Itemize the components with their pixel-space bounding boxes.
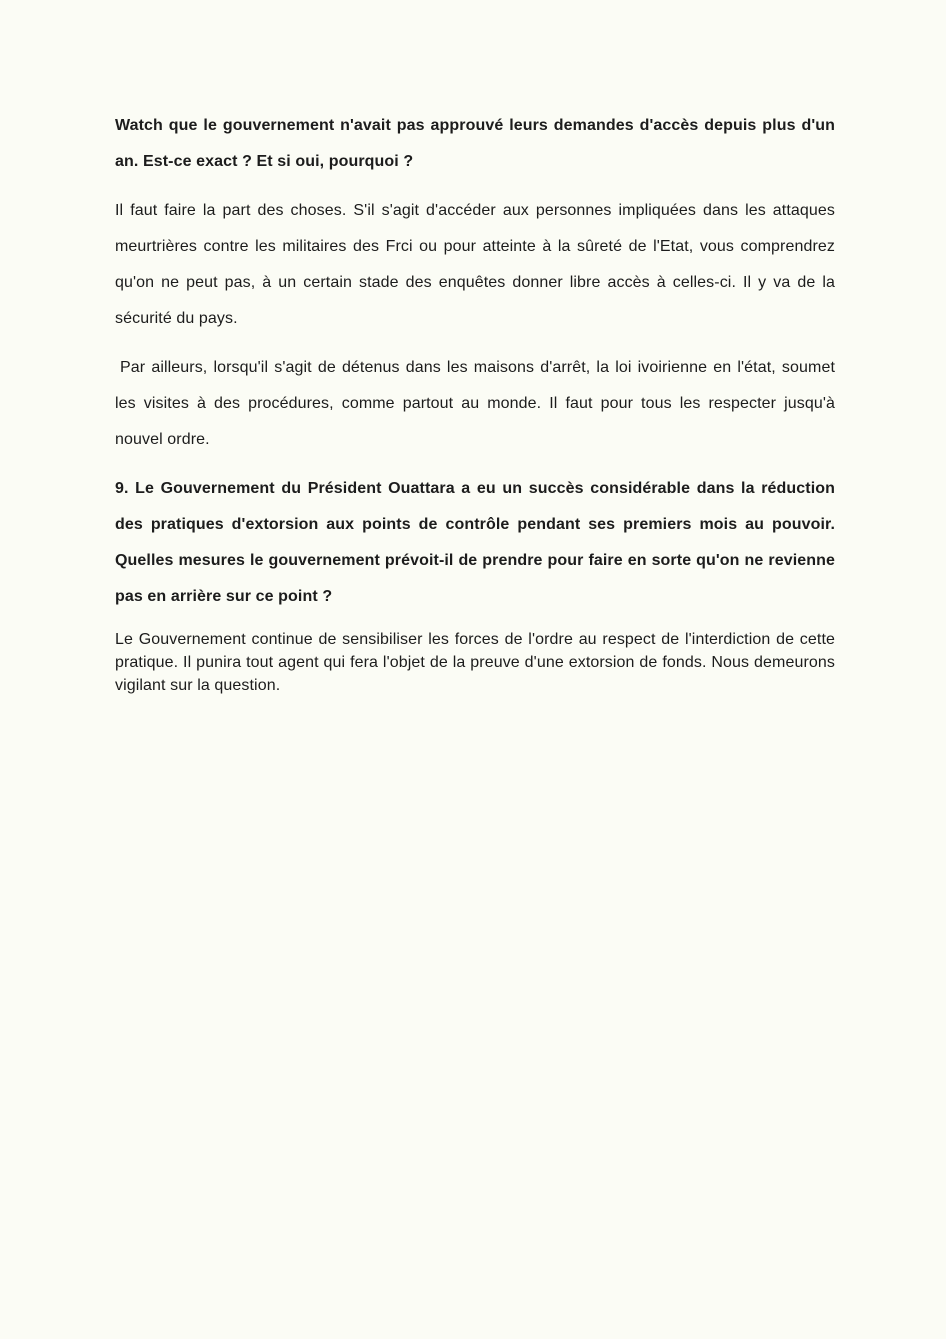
answer-paragraph-access-part-1: Il faut faire la part des choses. S'il s'agit d'accéder aux personnes impliquées dans les attaques meurtrières contre les militaires des Frci ou pour atteinte à la sûreté de l'Etat, vous comprendrez qu'on ne peut pas, à un certain stade des enquêtes donner libre accès à celles-ci. Il y va de la sécurité du pays. xyxy=(115,202,835,327)
question-paragraph-9: 9. Le Gouvernement du Président Ouattara a eu un succès considérable dans la réduction des pratiques d'extorsion aux points de contrôle pendant ses premiers mois au pouvoir. Quelles mesures le gouvernement prévoit-il de prendre pour faire en sorte qu'on ne revienne pas en arrière sur ce point ? xyxy=(115,480,835,605)
question-paragraph-access: Watch que le gouvernement n'avait pas approuvé leurs demandes d'accès depuis plus d'un an. Est-ce exact ? Et si oui, pourquoi ? xyxy=(115,117,835,170)
answer-paragraph-access-part-2: Par ailleurs, lorsqu'il s'agit de détenus dans les maisons d'arrêt, la loi ivoirienne en l'état, soumet les visites à des procédures, comme partout au monde. Il faut pour tous les respecter jusqu'à nouvel ordre. xyxy=(115,359,835,448)
answer-paragraph-9: Le Gouvernement continue de sensibiliser les forces de l'ordre au respect de l'interdiction de cette pratique. Il punira tout agent qui fera l'objet de la preuve d'une extorsion de fonds. Nous demeurons vigilant sur la question. xyxy=(115,631,835,694)
